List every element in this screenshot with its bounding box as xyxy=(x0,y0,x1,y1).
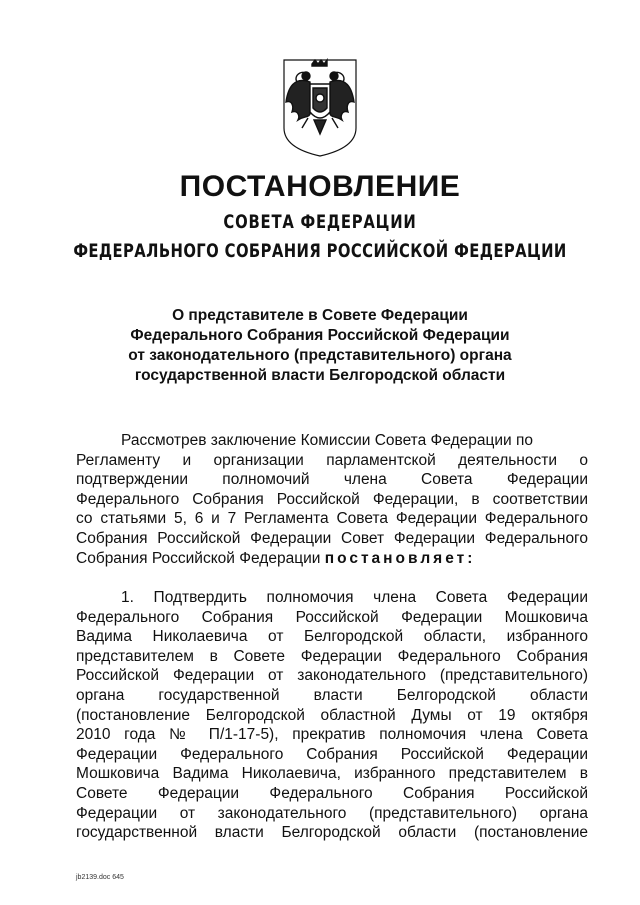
paragraph-line xyxy=(76,549,588,569)
paragraph-line: (постановление Белгородской областной Думы от 19 октября xyxy=(76,706,588,724)
paragraph-line: Федерального Собрания Российской Федерации Мошковича xyxy=(76,608,588,626)
paragraph-line: 1. Подтвердить полномочия члена Совета Федерации xyxy=(121,589,588,606)
subject-line: О представителе в Совете Федерации xyxy=(172,307,468,324)
double-headed-eagle-icon xyxy=(282,58,358,158)
paragraph-line: со статьями 5, 6 и 7 Регламента Совета Федерации Федерального xyxy=(76,510,588,528)
file-reference: jb2139.doc 645 xyxy=(76,874,124,881)
subject-line: от законодательного (представительного) органа xyxy=(128,347,512,364)
resolves-keyword: постановляет: xyxy=(324,549,476,567)
clause-1-paragraph xyxy=(76,588,588,843)
paragraph-line: Российской Федерации от законодательного (представительного) xyxy=(76,667,588,685)
subject-line: государственной власти Белгородской области xyxy=(134,367,506,384)
paragraph-line: подтверждении полномочий члена Совета Федерации xyxy=(76,471,588,489)
paragraph-line: Федерального Собрания Российской Федерации, в соответствии xyxy=(76,490,588,508)
paragraph-line: 2010 года № П/1-17-5), прекратив полномочия члена Совета xyxy=(76,726,588,744)
paragraph-line: Регламенту и организации парламентской деятельности о xyxy=(76,451,588,469)
paragraph-line: Вадима Николаевича от Белгородской области, избранного xyxy=(76,628,588,646)
paragraph-line: органа государственной власти Белгородской области xyxy=(76,686,588,704)
paragraph-line: Мошковича Вадима Николаевича, избранного представителем в xyxy=(76,765,588,783)
issuer-line-2: ФЕДЕРАЛЬНОГО СОБРАНИЯ РОССИЙСКОЙ ФЕДЕРАЦИИ xyxy=(73,240,567,262)
document-title: ПОСТАНОВЛЕНИЕ xyxy=(179,170,461,203)
paragraph-line: Рассмотрев заключение Комиссии Совета Федерации по xyxy=(121,432,534,449)
document-subject xyxy=(0,306,640,386)
paragraph-line: Федерации Федерального Собрания Российской Федерации xyxy=(76,745,588,763)
paragraph-line: государственной власти Белгородской области (постановление xyxy=(76,824,588,842)
paragraph-line: Собрания Российской Федерации Совет Федерации Федерального xyxy=(76,529,588,547)
paragraph-line: Федерации от законодательного (представительного) органа xyxy=(76,804,588,822)
preamble-paragraph xyxy=(76,431,588,568)
paragraph-line: представителем в Совете Федерации Федерального Собрания xyxy=(76,647,588,665)
issuer-line-1: СОВЕТА ФЕДЕРАЦИИ xyxy=(223,211,417,233)
subject-line: Федерального Собрания Российской Федерации xyxy=(130,327,510,344)
paragraph-line-text: Собрания Российской Федерации xyxy=(76,549,325,567)
paragraph-line: Совете Федерации Федерального Собрания Российской xyxy=(76,784,588,802)
